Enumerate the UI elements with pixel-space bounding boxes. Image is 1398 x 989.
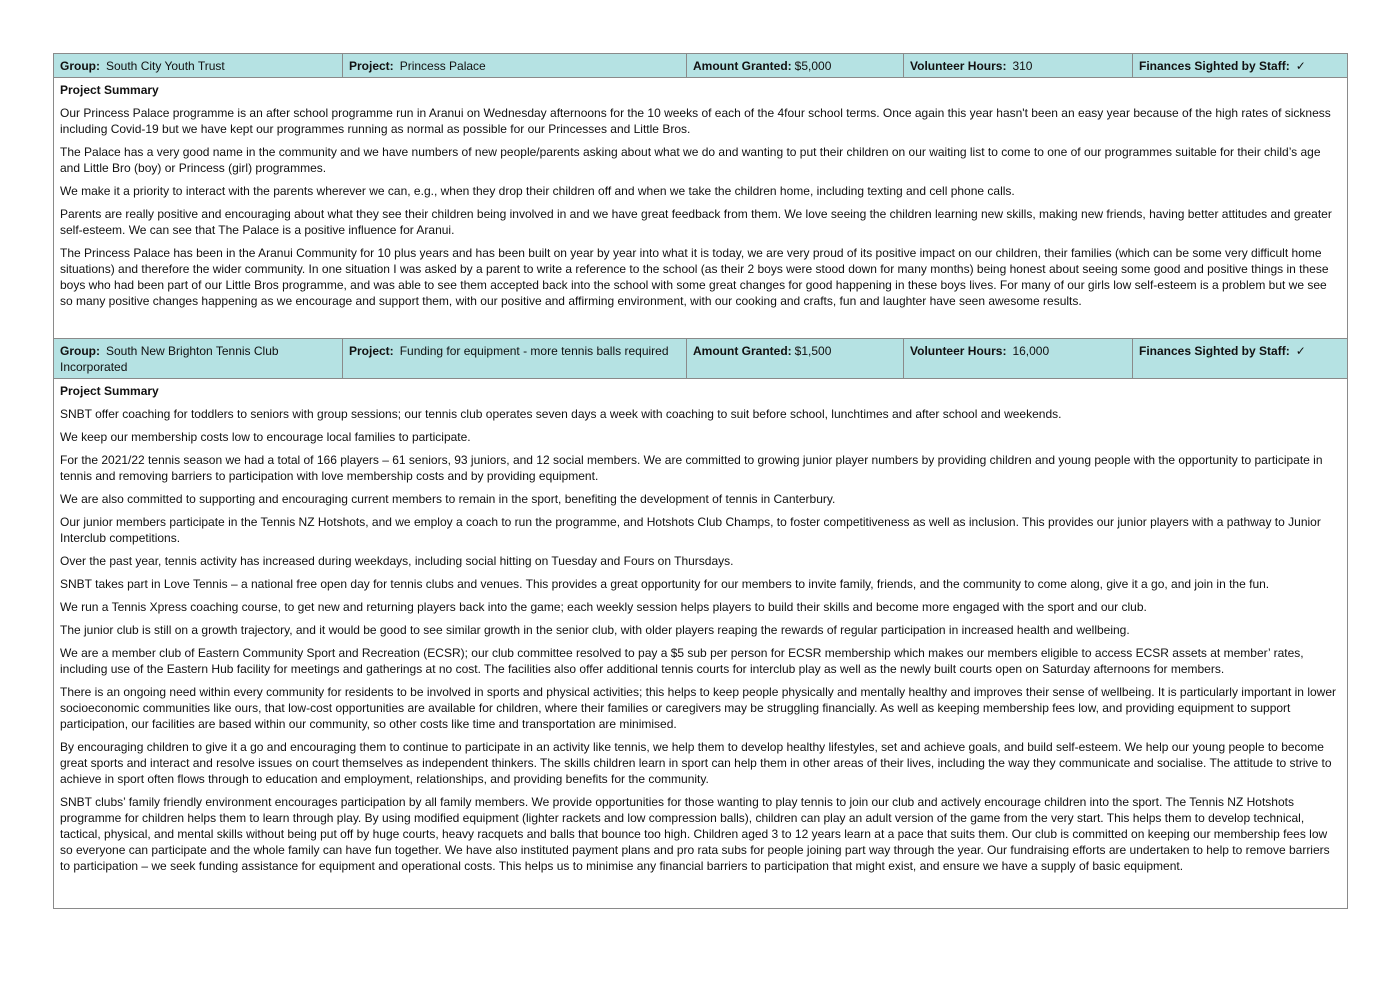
- summary-paragraph: Our Princess Palace programme is an after school programme run in Aranui on Wednesday afternoons for the 10 weeks of each of the 4four school terms. Once again this year hasn't been an easy year because of the high rates of sickness including Covid-19 but we have kept our programmes running as normal as possible for our Princesses and Little Bros.: [60, 106, 1331, 136]
- summary-paragraph: By encouraging children to give it a go and encouraging them to continue to participate in an activity like tennis, we help them to develop healthy lifestyles, set and achieve goals, and build self-esteem. We help our young people to become great sports and interact and resolve issues on court themselves as independent thinkers. The skills children learn in sport can help them in other areas of their lives, including the way they communicate and socialise. The attitude to strive to achieve in sport often flows through to education and employment, relationships, and providing benefits for the community.: [60, 740, 1332, 786]
- hours-cell: [904, 54, 1133, 78]
- record-summary-row: [54, 78, 1348, 339]
- summary-paragraph: The Princess Palace has been in the Aranui Community for 10 plus years and has been built on year by year into what it is today, we are very proud of its positive impact on our children, their families (which can be some very difficult home situations) and therefore the wider community. In one situation I was asked by a parent to write a reference to the school (as their 2 boys were stood down for many months) being honest about seeing some good and positive things in these boys who had been part of our Little Bros programme, and was able to see them accepted back into the school with some great changes for good happening in these boys lives. For many of our girls low self-esteem is a problem but we see so many positive changes happening as we encourage and support them, with our positive and affirming environment, with our cooking and crafts, fun and laughter have seen awesome results.: [60, 246, 1329, 308]
- project-summary-cell: [54, 379, 1348, 909]
- project-cell: [343, 54, 687, 78]
- project-label: Project:: [349, 344, 394, 358]
- amount-label: Amount Granted:: [693, 59, 792, 73]
- summary-paragraph: Over the past year, tennis activity has increased during weekdays, including social hitting on Tuesday and Fours on Thursdays.: [60, 554, 734, 568]
- project-cell: [343, 339, 687, 379]
- project-value: Princess Palace: [399, 59, 486, 73]
- hours-value: 310: [1012, 59, 1033, 73]
- summary-title: Project Summary: [60, 384, 159, 398]
- summary-paragraph: For the 2021/22 tennis season we had a total of 166 players – 61 seniors, 93 juniors, and 12 social members. We are committed to growing junior player numbers by providing children and young people with the opportunity to participate in tennis and removing barriers to participation with love membership costs and by providing equipment.: [60, 453, 1323, 483]
- record-summary-row: [54, 379, 1348, 909]
- group-cell: [54, 54, 343, 78]
- group-value: South City Youth Trust: [106, 59, 225, 73]
- amount-value: $1,500: [794, 344, 832, 358]
- summary-paragraph: The Palace has a very good name in the community and we have numbers of new people/parents asking about what we do and wanting to put their children on our waiting list to come to one of our programmes suitable for their child’s age and Little Bro (boy) or Princess (girl) programmes.: [60, 145, 1321, 175]
- hours-label: Volunteer Hours:: [910, 59, 1007, 73]
- finances-label: Finances Sighted by Staff:: [1139, 344, 1290, 358]
- summary-paragraph: Parents are really positive and encouraging about what they see their children being involved in and we have great feedback from them. We love seeing the children learning new skills, making new friends, having better attitudes and greater self-esteem. We can see that The Palace is a positive influence for Aranui.: [60, 207, 1332, 237]
- summary-paragraph: We are also committed to supporting and encouraging current members to remain in the sport, benefiting the development of tennis in Canterbury.: [60, 492, 836, 506]
- amount-label: Amount Granted:: [693, 344, 792, 358]
- finances-cell: [1133, 54, 1348, 78]
- summary-paragraph: There is an ongoing need within every community for residents to be involved in sports and physical activities; this helps to keep people physically and mentally healthy and improves their sense of wellbeing. It is particularly important in lower socioeconomic communities like ours, that low-cost opportunities are available for children, where their families or caregivers may be struggling financially. As well as keeping membership fees low, and providing equipment to support participation, our facilities are based within our community, so other costs like time and transportation are minimised.: [60, 685, 1336, 731]
- project-label: Project:: [349, 59, 394, 73]
- project-summary-cell: [54, 78, 1348, 339]
- checkmark-icon: ✓: [1295, 59, 1306, 73]
- summary-paragraph: We keep our membership costs low to encourage local families to participate.: [60, 430, 471, 444]
- summary-paragraph: Our junior members participate in the Tennis NZ Hotshots, and we employ a coach to run the programme, and Hotshots Club Champs, to foster competitiveness as well as inclusion. This provides our junior players with a pathway to Junior Interclub competitions.: [60, 515, 1321, 545]
- group-label: Group:: [60, 59, 100, 73]
- summary-paragraph: SNBT takes part in Love Tennis – a national free open day for tennis clubs and venues. This provides a great opportunity for our members to invite family, friends, and the community to come along, give it a go, and join in the fun.: [60, 577, 1270, 591]
- amount-cell: [687, 339, 904, 379]
- finances-label: Finances Sighted by Staff:: [1139, 59, 1290, 73]
- summary-title: Project Summary: [60, 83, 159, 97]
- record-header-row: [54, 54, 1348, 78]
- hours-label: Volunteer Hours:: [910, 344, 1007, 358]
- amount-cell: [687, 54, 904, 78]
- summary-paragraph: SNBT offer coaching for toddlers to seniors with group sessions; our tennis club operates seven days a week with coaching to suit before school, lunchtimes and after school and weekends.: [60, 407, 1062, 421]
- record-header-row: [54, 339, 1348, 379]
- finances-cell: [1133, 339, 1348, 379]
- summary-paragraph: We run a Tennis Xpress coaching course, to get new and returning players back into the game; each weekly session helps players to build their skills and become more engaged with the sport and our club.: [60, 600, 1147, 614]
- grants-table: [53, 53, 1348, 909]
- group-cell: [54, 339, 343, 379]
- hours-cell: [904, 339, 1133, 379]
- summary-paragraph: We are a member club of Eastern Community Sport and Recreation (ECSR); our club committee resolved to pay a $5 sub per person for ECSR membership which makes our members eligible to access ECSR assets at member’ rates, including use of the Eastern Hub facility for meetings and gatherings at no cost. The facilities also offer additional tennis courts for interclub play as well as the newly built courts open on Saturday afternoons for members.: [60, 646, 1304, 676]
- summary-paragraph: The junior club is still on a growth trajectory, and it would be good to see similar growth in the senior club, with older players reaping the rewards of regular participation in increased health and wellbeing.: [60, 623, 1130, 637]
- project-value: Funding for equipment - more tennis balls required: [399, 344, 669, 358]
- summary-paragraph: We make it a priority to interact with the parents wherever we can, e.g., when they drop their children off and when we take the children home, including texting and cell phone calls.: [60, 184, 1015, 198]
- hours-value: 16,000: [1012, 344, 1050, 358]
- checkmark-icon: ✓: [1295, 344, 1306, 358]
- group-value: South New Brighton Tennis Club Incorporated: [60, 344, 279, 374]
- amount-value: $5,000: [794, 59, 832, 73]
- summary-paragraph: SNBT clubs’ family friendly environment encourages participation by all family members. We provide opportunities for those wanting to play tennis to join our club and actively encourage children into the sport. The Tennis NZ Hotshots programme for children helps them to learn through play. By using modified equipment (lighter rackets and low compression balls), children can play an adult version of the game from the very start. This helps them to develop technical, tactical, physical, and mental skills without being put off by huge courts, heavy racquets and balls that bounce too high. Children aged 3 to 12 years learn at a pace that suits them. Our club is committed on keeping our membership fees low so everyone can participate and the whole family can have fun together. We have also instituted payment plans and pro rata subs for people joining part way through the year. Our fundraising efforts are undertaken to help to remove barriers to participation – we seek funding assistance for equipment and operational costs. This helps us to minimise any financial barriers to participation that might exist, and ensure we have a supply of basic equipment.: [60, 795, 1330, 873]
- group-label: Group:: [60, 344, 100, 358]
